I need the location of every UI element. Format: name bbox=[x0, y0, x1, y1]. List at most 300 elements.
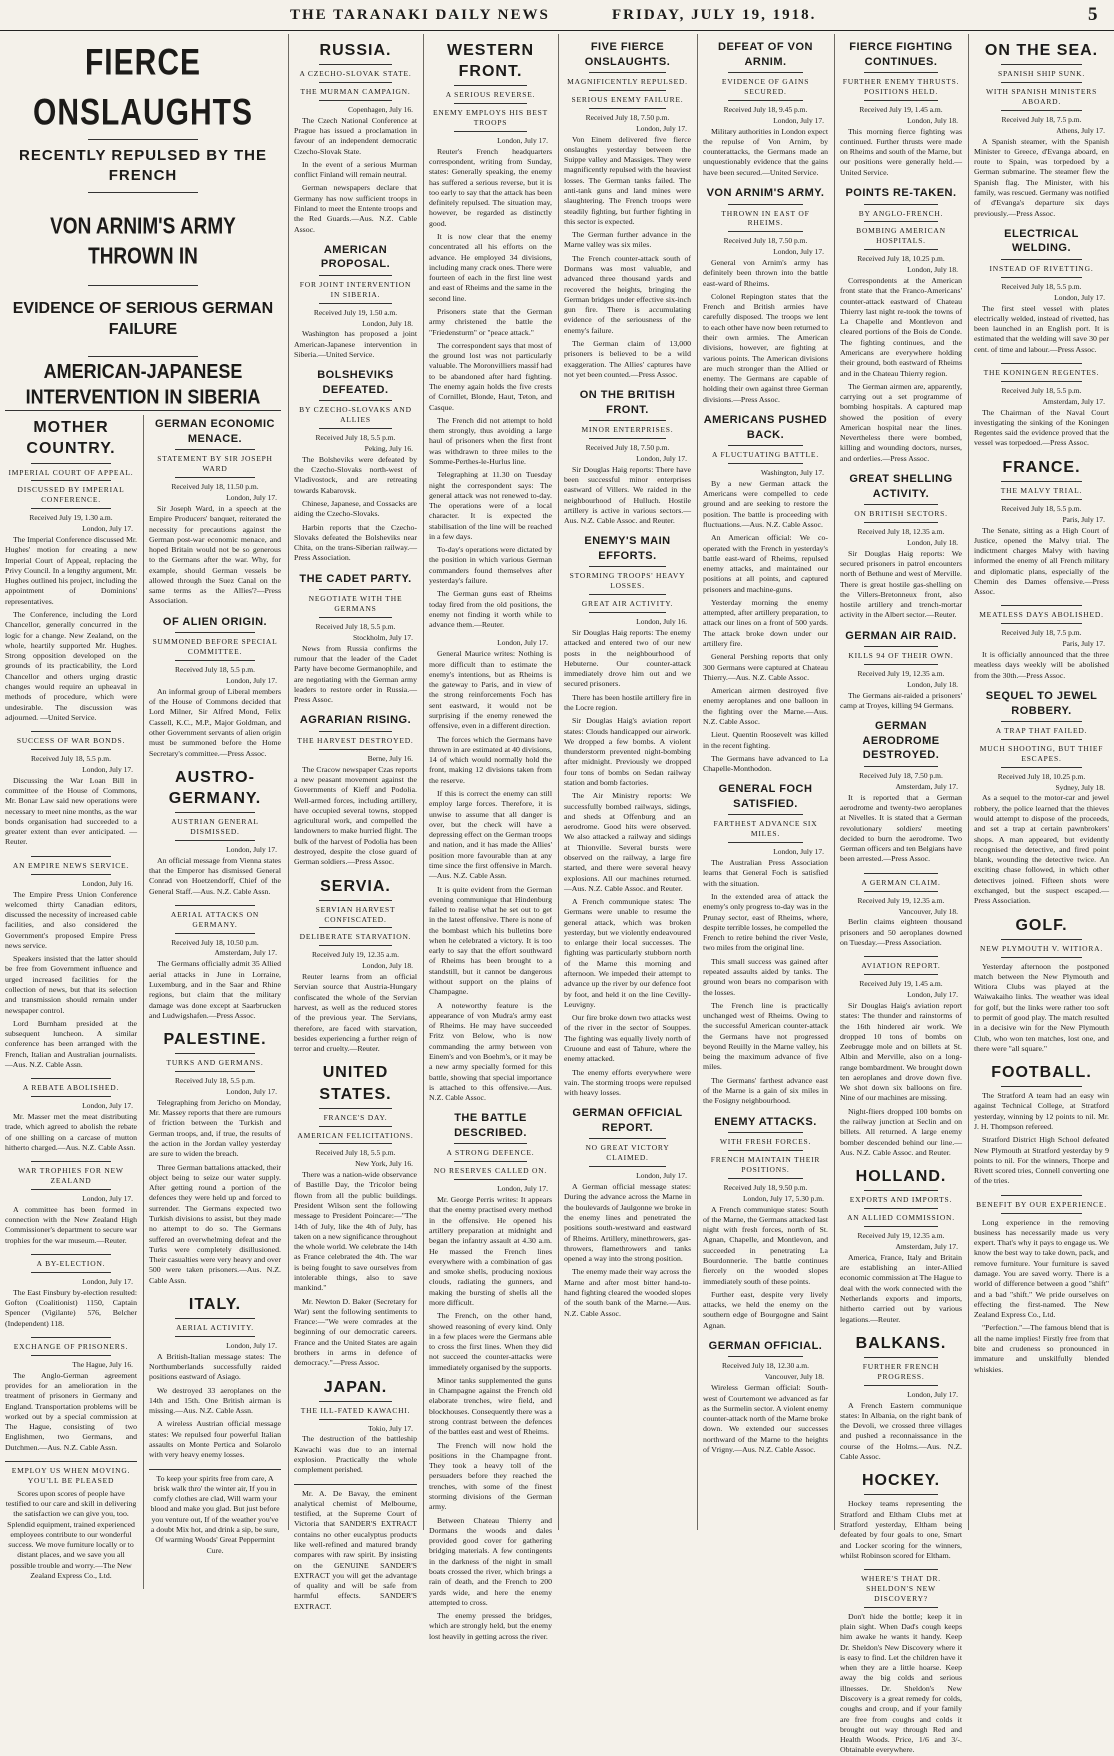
place-dateline: Amsterdam, July 17. bbox=[895, 1241, 958, 1251]
place-dateline: Vancouver, July 18. bbox=[764, 1372, 824, 1382]
article bbox=[840, 873, 962, 949]
divider bbox=[88, 285, 198, 286]
article-paragraph: Sir Joseph Ward, in a speech at the Empire Producers' banquet, reiterated the necessity for precautions against the German post-war economic menace, and hoped Britain would not be so generous to the Germans after the war. Why, for example, should German vessels be allowed through the Suez Canal on the same terms as the Allies'?—Press Association. bbox=[149, 503, 281, 606]
place-dateline: London, July 17. bbox=[226, 1086, 277, 1096]
article-headline: ENEMY'S MAIN EFFORTS. bbox=[584, 535, 671, 562]
divider bbox=[1001, 277, 1082, 278]
article-paragraph: The Stratford A team had an easy win against Technical College, at Stratford yesterday, winning by 12 points to nil. Mr. J. H. Thompson refereed. bbox=[974, 1091, 1109, 1132]
article-paragraph: This small success was gained after repeated assaults aided by tanks. The ground won bears no comparison with the losses. bbox=[703, 956, 828, 997]
divider bbox=[319, 945, 393, 946]
article bbox=[294, 876, 417, 1055]
divider bbox=[454, 103, 528, 104]
received-dateline: Received July 18, 5.5 p.m. bbox=[315, 1148, 396, 1158]
article-subheading: FURTHER FRENCH PROGRESS. bbox=[862, 1361, 940, 1381]
article-paragraph: Night-fliers dropped 100 bombs on the railway junction at Seclin and on billets. All returned. A large enemy bomber descended behind our line.—Aus. N.Z. Cable Assoc. and Reuter. bbox=[840, 1106, 962, 1157]
article-paragraph: General Maurice writes: Nothing is more difficult than to estimate the enemy's intentions, but as Rheims is the gateway to Paris, and in view of the strong reinforcements Foch has sent eastward, it would not be surprising if the enemy renewed the offensive, even in a different direction. bbox=[429, 649, 552, 731]
article bbox=[429, 638, 552, 1103]
article-subheading: FRANCE'S DAY. bbox=[323, 1112, 388, 1122]
article-paragraph: The Australian Press Association learns that General Foch is satisfied with the situation. bbox=[703, 858, 828, 888]
article-subheading: ENEMY EMPLOYS HIS BEST TROOPS bbox=[432, 108, 549, 127]
divider bbox=[728, 1150, 803, 1151]
divider bbox=[319, 900, 393, 901]
article-paragraph: The Germans air-raided a prisoners' camp at Troyes, killing 94 Germans. bbox=[840, 690, 962, 711]
article-subheading: WITH FRESH FORCES. bbox=[719, 1137, 812, 1147]
banner-line-3: VON ARNIM'S ARMY THROWN IN bbox=[50, 214, 236, 270]
article-paragraph: If this is correct the enemy can still employ large forces. Therefore, it is unwise to assume that all danger is over, but the check will have a depressing effect on the German troops and nation, and it has made the Allies' position more favourable than at any time since the first offensive in March.—Aus. N.Z. Cable Assn. bbox=[429, 788, 552, 881]
received-dateline: Received July 18, 10.50 p.m. bbox=[171, 937, 259, 947]
article-paragraph: Discussing the War Loan Bill in committee of the House of Commons, Mr. Bonar Law said new operations were necessary to meet nine months, as the war bonds organisation had succeeded to a greater extent than ever anticipated. —Reuter. bbox=[5, 775, 137, 847]
divider bbox=[31, 1272, 110, 1273]
article bbox=[149, 615, 281, 759]
article-paragraph: Lord Burnham presided at the subsequent luncheon. A similar conference has been arranged with the French, Italian and Australian journalists.—Aus. N.Z. Cable Assn. bbox=[5, 1018, 137, 1069]
received-dateline: Received July 19, 1.45 a.m. bbox=[859, 979, 943, 989]
article-paragraph: The German airmen are, apparently, carrying out a set programme of bombing hospitals. A captured map showed the position of every American hospital near the lines. Nevertheless there were bombed, killing and wounding doctors, nurses, and orderlies.—Press Assoc. bbox=[840, 381, 962, 463]
banner-line-4: EVIDENCE OF SERIOUS GERMAN FAILURE bbox=[12, 299, 274, 339]
divider bbox=[589, 72, 665, 73]
divider bbox=[175, 933, 254, 934]
divider bbox=[1001, 605, 1082, 606]
place-dateline: Paris, July 17. bbox=[1062, 514, 1105, 524]
received-dateline: Received July 18, 7.5 p.m. bbox=[1001, 628, 1082, 638]
article-subheading: BENEFIT BY OUR EXPERIENCE. bbox=[976, 1199, 1107, 1209]
article-paragraph: The Conference, including the Lord Chancellor, generally concurred in the logic for a change. New Zealand, on the whole, heartily supported Mr. Hughes. Strong opposition developed on the grounds of its practicability, the Lord Chancellor and others urging drastic changes would require an upheaval in methods of procedure, which were undesirable. The discussion was adjourned. —United Service. bbox=[5, 609, 137, 722]
article-subheading: TURKS AND GERMANS. bbox=[166, 1058, 264, 1068]
article-subheading: NEW PLYMOUTH V. WITIORA. bbox=[979, 943, 1104, 953]
place-dateline: Stockholm, July 17. bbox=[352, 632, 413, 642]
article-subheading: WAR TROPHIES FOR NEW ZEALAND bbox=[18, 1166, 124, 1186]
article-paragraph: As a sequel to the motor-car and jewel robbery, the police learned that the thieves would attempt to dispose of the proceeds, and set a trap at certain pawnbrokers' shops. A man appeared, but evidently recognised the detective, and fired point blank, wounding the detective twice. An exciting chase followed, in which other detectives joined. Fifteen shots were exchanged, but the suspect escaped.—Press Association. bbox=[974, 793, 1109, 906]
article bbox=[294, 1062, 417, 1368]
divider bbox=[319, 400, 393, 401]
divider bbox=[149, 1469, 281, 1470]
divider bbox=[1001, 1086, 1082, 1087]
divider bbox=[864, 1494, 937, 1495]
place-dateline: Washington, July 17. bbox=[760, 467, 824, 477]
column-2 bbox=[288, 34, 422, 1611]
article-subheading: FOR JOINT INTERVENTION IN SIBERIA. bbox=[299, 279, 412, 299]
divider bbox=[319, 1143, 393, 1144]
article-headline: GENERAL FOCH SATISFIED. bbox=[718, 783, 813, 810]
received-dateline: Received July 18, 5.5 p.m. bbox=[175, 1076, 255, 1086]
article-headline: MOTHER COUNTRY. bbox=[26, 419, 116, 458]
article-headline: AGRARIAN RISING. bbox=[299, 714, 412, 727]
article-paragraph: The German claim of 13,000 prisoners is believed to be a wild exaggeration. The Allies' captures have not yet been counted.—Press Assoc. bbox=[564, 338, 691, 379]
place-dateline: London, July 17. bbox=[636, 1171, 687, 1181]
divider bbox=[728, 445, 803, 446]
divider bbox=[864, 1208, 937, 1209]
article-subheading: AERIAL ACTIVITY. bbox=[176, 1323, 254, 1333]
article-paragraph: Hockey teams representing the Stratford and Eltham Clubs met at Stratford yesterday, Eltham being defeated by four goals to one, Smart and Locker scoring for the winners, whilst Robinson scored for Eltham. bbox=[840, 1499, 962, 1560]
article-paragraph: Don't hide the bottle; keep it in plain sight. When Dad's cough keeps him awake he wants it handy. Keep Dr. Sheldon's New Discovery where it is easy to find. Let the children have it when they are a little hoarse. Keep away the big colds and serious illnesses. Dr. Sheldon's New Discovery is a great remedy for colds, coughs and croup, and if your family are free from coughs and colds it brought out way through Red and Health Woods. Price, 1/6 and 3/-. Obtainable everywhere. bbox=[840, 1611, 962, 1755]
place-dateline: London, July 17. bbox=[636, 123, 687, 133]
article bbox=[294, 1377, 417, 1476]
divider bbox=[31, 1355, 110, 1356]
article-headline: FRANCE. bbox=[1002, 458, 1081, 476]
place-dateline: London, July 17. bbox=[226, 1340, 277, 1350]
place-dateline: Athens, July 17. bbox=[1056, 125, 1105, 135]
divider bbox=[319, 1419, 393, 1420]
divider bbox=[319, 64, 393, 65]
article-subheading: THE KONINGEN REGENTES. bbox=[983, 367, 1100, 377]
article-paragraph: Mr. George Perris writes: It appears that the enemy practised every method in the offensive. He opened his artillery preparation at midnight and began the infantry assault at 4.30 a.m. He massed the French lines everywhere with a combination of gas and smoke shells, producing noxious clouds, radiating the gunners, and making the bursting of shells all the more difficult. bbox=[429, 1195, 552, 1307]
article-paragraph: The destruction of the battleship Kawachi was due to an internal explosion. Practically the whole complement perished. bbox=[294, 1434, 417, 1475]
article-paragraph: The Empire Press Union Conference welcomed thirty Canadian editors, discussed the necessity of increased cable facilities, and also considered the Government's proposed Empire Press news service. bbox=[5, 889, 137, 950]
article-paragraph: The Anglo-German agreement provides for an amelioration in the treatment of prisoners in Germany and England. Transportation problems will be worked out by a special commission at The Hague, consisting of two Englishmen, two Germans, and Dutchmen.—Aus. N.Z. Cable Assn. bbox=[5, 1370, 137, 1452]
place-dateline: London, July 17. bbox=[907, 990, 958, 1000]
article-headline: ENEMY ATTACKS. bbox=[714, 1115, 817, 1128]
received-dateline: Received July 18, 5.5 p.m. bbox=[1001, 503, 1082, 513]
article bbox=[149, 1029, 281, 1286]
received-dateline: Received July 19, 12.35 a.m. bbox=[857, 1231, 945, 1241]
divider bbox=[31, 874, 110, 875]
article-paragraph: It is now clear that the enemy concentrated all his efforts on the advance. He employed 34 divisions, including many crack ones. There were fourteen of each in the first line west and east of Rheims and the same in the second line. bbox=[429, 232, 552, 303]
article-paragraph: Mr. Newton D. Baker (Secretary for War) sent the following sentiments to France:—"We were comrades at the beginning of our democratic careers. France and the United States are again brothers in arms in defence of democracy."—Press Assoc. bbox=[294, 1296, 417, 1368]
article bbox=[840, 186, 962, 464]
article-paragraph: News from Russia confirms the rumour that the leader of the Cadet Party have become Germanophile, and are negotiating with the German army leaders to restore order in Russia.—Press Assoc. bbox=[294, 643, 417, 705]
article-subheading: STATEMENT BY SIR JOSEPH WARD bbox=[157, 454, 273, 474]
article-subheading: SERVIAN HARVEST CONFISCATED. bbox=[315, 904, 396, 924]
divider bbox=[864, 646, 937, 647]
divider bbox=[294, 1484, 417, 1485]
article bbox=[294, 713, 417, 867]
divider bbox=[728, 231, 803, 232]
received-dateline: Received July 18, 7.50 p.m. bbox=[859, 771, 943, 780]
divider bbox=[175, 449, 254, 450]
place-dateline: London, July 17. bbox=[226, 493, 277, 503]
article bbox=[974, 40, 1109, 219]
page-number: 5 bbox=[1088, 4, 1098, 25]
received-dateline: Received July 19, 1.30 a.m. bbox=[29, 513, 113, 523]
article bbox=[840, 956, 962, 1158]
article-subheading: SPANISH SHIP SUNK. bbox=[998, 69, 1085, 79]
article-paragraph: A French communique states: The Germans were unable to resume the general attack, which was broken yesterday, but we violently endeavoured to enlarge their local successes. The fighting was particularly stubborn north of the Marne this morning and afternoon. We impeded their attempt to advance up the river by our defence foot by foot, and held it on the line Cevilly-Leuvigny. bbox=[564, 897, 691, 1009]
divider bbox=[31, 1078, 110, 1079]
headline-banner bbox=[5, 41, 281, 411]
article-headline: ON THE BRITISH FRONT. bbox=[579, 389, 676, 416]
article-headline: THE CADET PARTY. bbox=[299, 572, 412, 585]
issue-date: FRIDAY, JULY 19, 1918. bbox=[612, 7, 817, 23]
divider bbox=[728, 1356, 803, 1357]
article bbox=[840, 719, 962, 864]
article bbox=[974, 605, 1109, 681]
divider bbox=[864, 100, 937, 101]
divider bbox=[5, 1461, 137, 1462]
received-dateline: Received July 18, 5.5 p.m. bbox=[175, 665, 255, 675]
article-paragraph: Our fire broke down two attacks west of the river in the sector of Souppes. The fighting was equally lively north of Cruoune and east of Tahure, where the enemy attacked. bbox=[564, 1013, 691, 1064]
article-subheading: NO RESERVES CALLED ON. bbox=[433, 1166, 548, 1176]
article-paragraph: The Chairman of the Naval Court investigating the sinking of the Koningen Regentes said the evidence proved that the vessel was torpedoed.—Press Assoc. bbox=[974, 407, 1109, 448]
received-dateline: Received July 18, 9.45 p.m. bbox=[723, 104, 808, 114]
article bbox=[294, 40, 417, 235]
article-paragraph: The Germans have advanced to La Chapelle-Monthodon. bbox=[703, 753, 828, 774]
divider bbox=[864, 1190, 937, 1191]
divider bbox=[88, 356, 198, 357]
divider bbox=[589, 1138, 665, 1139]
divider bbox=[1001, 739, 1082, 740]
column-6 bbox=[834, 34, 967, 1755]
article-paragraph: Berlin claims eighteen thousand prisoners and 50 aeroplanes downed on Tuesday.—Press Association. bbox=[840, 917, 962, 947]
divider bbox=[319, 927, 393, 928]
place-dateline: Paris, July 17. bbox=[1062, 639, 1105, 649]
article-paragraph: A wireless Austrian official message states: We repulsed four powerful Italian assaults on Monte Pertica and Solarolo with very heavy enemy losses. bbox=[149, 1419, 281, 1460]
divider bbox=[319, 428, 393, 429]
place-dateline: London, July 17. bbox=[636, 453, 687, 463]
article-paragraph: The East Finsbury by-election resulted: Gofton (Coalitionist) 1150, Captain Spencer (Vigilante) 576, Belcher (Independent) 118. bbox=[5, 1287, 137, 1328]
article-paragraph: The enemy efforts everywhere were vain. The storming troops were repulsed with heavy losses. bbox=[564, 1067, 691, 1098]
received-dateline: Received July 18, 11.50 p.m. bbox=[171, 482, 259, 492]
received-dateline: Received July 19, 1.45 a.m. bbox=[859, 104, 943, 114]
divider bbox=[31, 1161, 110, 1162]
place-dateline: London, July 17. bbox=[82, 764, 133, 774]
article bbox=[840, 472, 962, 621]
article-paragraph: By a new German attack the Americans were compelled to cede ground and are seeking to restore the position. The battle is proceeding with fluctuations.—Aus. N.Z. Cable Assoc. bbox=[703, 478, 828, 529]
article-headline: POINTS RE-TAKEN. bbox=[845, 187, 957, 199]
article-paragraph: There has been hostile artillery fire in the Locre region. bbox=[564, 692, 691, 713]
divider bbox=[319, 82, 393, 83]
article-subheading: THROWN IN EAST OF RHEIMS. bbox=[721, 208, 810, 228]
divider bbox=[31, 1254, 110, 1255]
received-dateline: Received July 18, 5.5 p.m. bbox=[1001, 281, 1082, 291]
divider bbox=[31, 731, 110, 732]
received-dateline: Received July 18, 12.35 a.m. bbox=[857, 526, 945, 536]
article-headline: HOCKEY. bbox=[861, 1472, 941, 1490]
received-dateline: Received July 19, 12.35 a.m. bbox=[857, 895, 945, 905]
article bbox=[149, 417, 281, 606]
place-dateline: New York, July 16. bbox=[355, 1159, 413, 1169]
article-subheading: AVIATION REPORT. bbox=[861, 961, 941, 971]
article-paragraph: Colonel Repington states that the French and British armies have carefully disposed. The troops we lent to each other have now been returned to their own armies. The American divisions, however, are fighting at various points. The American divisions are much stronger than the Allied or enemy. The Germans are capable of holding their own against three German divisions.—Press Assoc. bbox=[703, 291, 828, 404]
divider bbox=[864, 1569, 937, 1570]
article-subheading: FURTHER ENEMY THRUSTS. POSITIONS HELD. bbox=[842, 77, 960, 96]
divider bbox=[319, 303, 393, 304]
article-subheading: MINOR ENTERPRISES. bbox=[581, 425, 674, 435]
divider bbox=[175, 632, 254, 633]
article-subheading: BOMBING AMERICAN HOSPITALS. bbox=[856, 226, 946, 246]
article bbox=[5, 417, 137, 723]
banner-line-1: FIERCE ONSLAUGHTS bbox=[33, 41, 253, 133]
article bbox=[564, 388, 691, 526]
article-paragraph: This morning fierce fighting was continued. Further thrusts were made on Rheims and south of the Marne, but our positions were generally held.—United Service. bbox=[840, 126, 962, 177]
place-dateline: London, July 17. bbox=[773, 247, 824, 257]
divider bbox=[319, 589, 393, 590]
received-dateline: Received July 18, 12.30 a.m. bbox=[721, 1361, 810, 1371]
article-headline: WESTERN FRONT. bbox=[447, 42, 534, 81]
article-headline: VON ARNIM'S ARMY. bbox=[706, 187, 825, 199]
divider bbox=[319, 731, 393, 732]
received-dateline: Received July 19, 12.35 a.m. bbox=[311, 950, 400, 960]
article-paragraph: Mr. Masser met the meat distributing trade, which agreed to abolish the rebate of one shilling on a carcase of mutton hitherto charged.—Aus. N.Z. Cable Assn. bbox=[5, 1112, 137, 1152]
article bbox=[840, 1470, 962, 1561]
divider bbox=[728, 814, 803, 815]
article bbox=[294, 243, 417, 360]
article-paragraph: A Spanish steamer, with the Spanish Minister to Greece, d'Evanga aboard, en route to Spain, was torpedoed by a German submarine. The steamer flew the Spanish flag. The Minister, with his family, was rescued. Germany was notified of d'Evanga's departure six days previously.—Press Assoc. bbox=[974, 136, 1109, 218]
article-paragraph: Reuter learns from an official Servian source that Austria-Hungary confiscated the whole of the Servian harvest, as well as the reduced stores of the previous year. The Servians, therefore, are faced with starvation, besides experiencing a further reign of terror and cruelty.—Reuter. bbox=[294, 972, 417, 1054]
article bbox=[294, 368, 417, 563]
article-subheading: INSTEAD OF RIVETTING. bbox=[989, 263, 1094, 273]
article-subheading: THE HARVEST DESTROYED. bbox=[297, 736, 414, 745]
column-1b bbox=[143, 415, 281, 1589]
article-paragraph: Von Einem delivered five fierce onslaughts yesterday between the Suippe valley and Massiges. They were magnificently repulsed with the heaviest losses. The German tanks failed. The anti-tank guns and land mines were slaughtering. The French troops were steadily fighting, but further fighting in this sector is expected. bbox=[564, 134, 691, 226]
article-subheading: WITH SPANISH MINISTERS ABOARD. bbox=[985, 87, 1098, 106]
place-dateline: London, July 17. bbox=[226, 675, 277, 685]
article-paragraph: In the event of a serious Murman conflict Finland will remain neutral. bbox=[294, 159, 417, 180]
article bbox=[429, 1111, 552, 1642]
article-headline: RUSSIA. bbox=[319, 42, 392, 59]
article-subheading: MUCH SHOOTING, BUT THIEF ESCAPES. bbox=[979, 743, 1104, 763]
article-headline: FIERCE FIGHTING CONTINUES. bbox=[849, 41, 953, 68]
article bbox=[564, 40, 691, 380]
article-subheading: A SERIOUS REVERSE. bbox=[445, 90, 536, 100]
article bbox=[974, 1195, 1109, 1375]
place-dateline: London, July 17. bbox=[497, 1184, 548, 1194]
place-dateline: London, July 17. bbox=[1054, 292, 1105, 302]
divider bbox=[1001, 259, 1082, 260]
article bbox=[840, 1569, 962, 1756]
banner-line-2: RECENTLY REPULSED BY THE FRENCH bbox=[19, 147, 267, 184]
article-headline: BALKANS. bbox=[855, 1334, 947, 1352]
divider bbox=[1001, 623, 1082, 624]
article-headline: GERMAN ECONOMIC MENACE. bbox=[155, 418, 275, 445]
divider bbox=[864, 522, 937, 523]
divider bbox=[864, 204, 937, 205]
article-subheading: FRENCH MAINTAIN THEIR POSITIONS. bbox=[710, 1155, 821, 1174]
column-1-split bbox=[5, 415, 281, 1589]
article-paragraph: Yesterday afternoon the postponed match between the New Plymouth and Witiora Clubs was played at the Waiwakaiho links. The weather was ideal for golf, but the links were rather too soft to permit of good play. The match resulted in a decisive win for the New Plymouth Club, who won ten matches, lost one, and there were "all square." bbox=[974, 961, 1109, 1053]
article-headline: PALESTINE. bbox=[163, 1031, 267, 1049]
article bbox=[294, 572, 417, 706]
article-headline: GERMAN OFFICIAL. bbox=[708, 1339, 823, 1352]
article-headline: AMERICANS PUSHED BACK. bbox=[703, 414, 828, 441]
article-paragraph: An official message from Vienna states that the Emperor has dismissed General Conrad von Hoetzendorff, Chief of the General Staff.—Aus. N.Z. Cable Assn. bbox=[149, 855, 281, 896]
article-paragraph: The Senate, sitting as a High Court of Justice, opened the Malvy trial. The indictment charges Malvy with having informed the enemy of all French military and diplomatic plans, especially of the Chemin des Dames offensive.—Press Assoc. bbox=[974, 525, 1109, 597]
article-subheading: A STRONG DEFENCE. bbox=[446, 1148, 535, 1158]
article-paragraph: Sir Douglas Haig's aviation report states: Clouds handicapped our airwork. We dropped a few bombs. A violent thunderstorm prevented night-bombing after midnight. Previously we dropped four tons of bombs on Sedan railway station and bomb factories. bbox=[564, 716, 691, 787]
place-dateline: London, July 17. bbox=[907, 1389, 958, 1399]
article-paragraph: An informal group of Liberal members of the House of Commons decided that Lord Milner, Sir Alfred Mond, Felix Cassell, K.C., M.P., Major Goldman, and other Government servants of alien origin must be summoned before the Home Secretary's committee.—Press Assoc. bbox=[149, 686, 281, 758]
article bbox=[974, 363, 1109, 449]
advert-text: Mr. A. De Bavay, the eminent analytical chemist of Melbourne, testified, at the Supreme Court of Victoria that SANDER'S EXTRACT contains no other eucalyptus products like well-refined and matured brandy compares with raw spirit. By insisting on the GENUINE SANDER'S EXTRACT you will get the advantage of quality and will be safe from harmful effects. SANDER'S EXTRACT. bbox=[294, 1488, 417, 1611]
article-paragraph: General Pershing reports that only 300 Germans were captured at Chateau Thierry.—Aus. N.Z. Cable Assoc. bbox=[703, 652, 828, 682]
article-paragraph: Harbin reports that the Czecho-Slovaks defeated the Bolsheviks near Chita, on the trans-Siberian railway.—Press Association. bbox=[294, 522, 417, 563]
divider bbox=[589, 594, 665, 595]
article-subheading: SERIOUS ENEMY FAILURE. bbox=[571, 94, 684, 104]
divider bbox=[864, 504, 937, 505]
article-subheading: THE MALVY TRIAL. bbox=[1000, 485, 1083, 495]
received-dateline: Received July 18, 7.50 p.m. bbox=[585, 442, 670, 452]
divider bbox=[864, 72, 937, 73]
article-subheading: EVIDENCE OF GAINS SECURED. bbox=[721, 77, 810, 96]
article-subheading: STORMING TROOPS' HEAVY LOSSES. bbox=[569, 571, 686, 591]
divider bbox=[31, 463, 110, 464]
article-paragraph: Speakers insisted that the latter should be free from Government influence and urged increased facilities for the collection of news, but that its selection and transmission should remain under newspaper control. bbox=[5, 954, 137, 1015]
article bbox=[974, 457, 1109, 598]
article-paragraph: We destroyed 33 aeroplanes on the 14th and 15th. One British airman is missing.—Aus. N.Z. Cable Assn. bbox=[149, 1385, 281, 1416]
article-paragraph: Further east, despite very lively attacks, we held the enemy on the southern edge of Bourgogne and Saint Agnan. bbox=[703, 1289, 828, 1330]
article bbox=[974, 1062, 1109, 1187]
divider bbox=[1001, 957, 1082, 958]
column-1a bbox=[5, 415, 137, 1589]
divider bbox=[1001, 721, 1082, 722]
place-dateline: London, July 18. bbox=[907, 537, 958, 547]
article-paragraph: Sir Douglas Haig reports: We secured prisoners in patrol encounters north of Bethune and west of Merville. There is great hostile gas-shelling on the Villers-Bretonneux front, also hostile artillery and trench-mortar activity in the Albert sector.—Reuter. bbox=[840, 548, 962, 620]
article-subheading: BY ANGLO-FRENCH. bbox=[858, 208, 944, 218]
article-subheading: THE MURMAN CAMPAIGN. bbox=[300, 87, 411, 96]
received-dateline: Received July 18, 10.25 p.m. bbox=[997, 771, 1086, 781]
article bbox=[703, 1115, 828, 1331]
divider bbox=[1001, 110, 1082, 111]
article bbox=[840, 1166, 962, 1325]
received-dateline: Received July 19, 1.50 a.m. bbox=[313, 307, 398, 317]
article-subheading: SUMMONED BEFORE SPECIAL COMMITTEE. bbox=[152, 637, 278, 657]
article-paragraph: To-day's operations were dictated by the position in which various German commanders found themselves after yesterday's failure. bbox=[429, 545, 552, 586]
article-paragraph: It is officially announced that the three meatless days weekly will be abolished from the 30th.—Press Assoc. bbox=[974, 650, 1109, 680]
divider bbox=[864, 766, 937, 767]
divider bbox=[728, 842, 803, 843]
divider bbox=[5, 410, 281, 411]
article-subheading: AN EMPIRE NEWS SERVICE. bbox=[12, 860, 130, 870]
article-paragraph: A French communique states: South of the Marne, the Germans attacked last night with fresh forces, north of St. Agnan, Chapelle, and Montlevon, and succeeded in penetrating La Bourdonnerie. The battle continues fiercely on the wooded slopes immediately south of these points. bbox=[703, 1204, 828, 1286]
article-headline: SEQUEL TO JEWEL ROBBERY. bbox=[985, 689, 1098, 717]
place-dateline: London, July 18. bbox=[362, 961, 413, 971]
article-subheading: A REBATE ABOLISHED. bbox=[22, 1083, 120, 1093]
article-subheading: EXPORTS AND IMPORTS. bbox=[849, 1195, 953, 1205]
divider bbox=[31, 1096, 110, 1097]
article-paragraph: The Imperial Conference discussed Mr. Hughes' motion for creating a new Imperial Court of Appeal, replacing the Privy Council. In a lengthy argument, Mr. Hughes outlined his project, including the appointment of Dominions' representatives. bbox=[5, 535, 137, 606]
article-paragraph: Minor tanks supplemented the guns in Champagne against the French old elaborate trenches, wire field, and blockhouses. Consequently there was a strong contrast between the defences of the battles east and west of Rheims. bbox=[429, 1375, 552, 1437]
divider bbox=[175, 660, 254, 661]
article-paragraph: Sir Douglas Haig's aviation report states: The thunder and rainstorms of the 16th hindered air work. We dropped 10 tons of bombs on Zeebrugge mole and on billets at St. Albin and Merville, also on a long-range bombardment. We brought down ten aeroplanes and drove down five. We shot down six balloons on fire. Nine of our machines are missing. bbox=[840, 1000, 963, 1103]
article-paragraph: German newspapers declare that Germany has now sufficient troops in Finland to meet the Entente troops and the Red Guards.—Aus. N.Z. Cable Assoc. bbox=[294, 183, 417, 234]
divider bbox=[31, 749, 110, 750]
article-paragraph: The French, on the other hand, showed reasoning of every kind. Only in a few places were the Germans able to cross the first lines. When they did not succeed the counter-attacks were immediately organised by the supports. bbox=[429, 1311, 552, 1372]
article bbox=[5, 1254, 137, 1329]
article-subheading: A BY-ELECTION. bbox=[36, 1258, 106, 1268]
article-paragraph: The enemy made their way across the Marne and after most bitter hand-to-hand fighting cleared the wooded slopes of the south bank of the Marne.—Aus. N.Z. Cable Assoc. bbox=[564, 1267, 691, 1318]
divider bbox=[864, 974, 937, 975]
divider bbox=[88, 139, 198, 140]
place-dateline: Sydney, July 18. bbox=[1055, 782, 1105, 792]
divider bbox=[319, 1401, 393, 1402]
column-4 bbox=[558, 34, 696, 1530]
divider bbox=[454, 131, 528, 132]
divider bbox=[175, 840, 254, 841]
divider bbox=[175, 1071, 254, 1072]
article-subheading: DELIBERATE STARVATION. bbox=[299, 932, 412, 942]
divider bbox=[589, 420, 665, 421]
article bbox=[564, 1106, 691, 1318]
divider bbox=[1001, 381, 1082, 382]
place-dateline: Amsterdam, July 17. bbox=[895, 781, 958, 791]
article-headline: SERVIA. bbox=[320, 877, 391, 895]
divider bbox=[864, 1226, 937, 1227]
divider bbox=[319, 1126, 393, 1127]
place-dateline: Amsterdam, July 17. bbox=[214, 948, 277, 958]
received-dateline: Received July 18, 7.5 p.m. bbox=[1001, 114, 1082, 124]
place-dateline: London, July 16. bbox=[82, 878, 133, 888]
article bbox=[149, 905, 281, 1021]
divider bbox=[31, 480, 110, 481]
article-paragraph: Sir Douglas Haig reports: The enemy attacked and entered two of our new posts in the neighbourhood of Hebuterne. Our counter-attack immediately drove him out and we secured prisoners. bbox=[564, 628, 691, 689]
received-dateline: Received July 18, 5.5 p.m. bbox=[315, 433, 396, 443]
article-headline: THE BATTLE DESCRIBED. bbox=[454, 1112, 527, 1139]
article-paragraph: The French line is practically unchanged west of Rheims. Owing to the successful American counter-attack the Germans have not progressed beyond Reuilly in the Marne valley, his being the maximum advance of five miles. bbox=[703, 1000, 828, 1072]
article-paragraph: There was a nation-wide observance of Bastille Day, the Tricolor being flown from all the public buildings. President Wilson sent the following message to President Poincare:—"The 14th of July, like the 4th of July, has taken on a new significance throughout the whole world. We celebrate the 14th as France celebrated the 4th. The war is being fought to save ourselves from intolerable things, also to save mankind." bbox=[294, 1170, 417, 1293]
place-dateline: London, July 17. bbox=[82, 1193, 133, 1203]
place-dateline: Peking, July 16. bbox=[364, 444, 413, 454]
newspaper-name: THE TARANAKI DAILY NEWS bbox=[290, 7, 550, 23]
divider bbox=[1001, 1195, 1082, 1196]
received-dateline: Received July 18, 5.5 p.m. bbox=[315, 622, 396, 632]
